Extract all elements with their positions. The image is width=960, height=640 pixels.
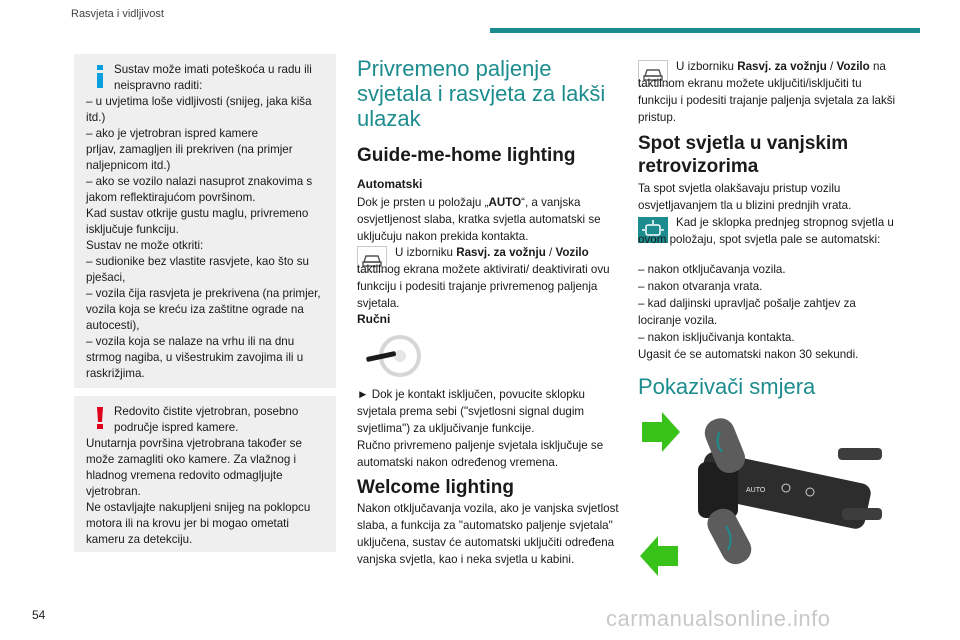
page-number: 54 [32,608,46,622]
welcome-lighting-title: Welcome lighting [357,477,514,498]
section-title-temporary-lighting: Privremeno paljenje svjetala i rasvjeta za lakši ulazak [357,56,606,131]
welcome-paragraph: Nakon otključavanja vozila, ako je vanjska svjetlost slaba, a funkcija za "automatsko paljenje svjetala" uključena, sustav će automatski uključiti određena vanjska svjetla, kao i neka svjetla u kabini. [357,502,619,566]
menu-paragraph-1: U izborniku Rasvj. za vožnju / Vozilo taktilnog ekrana možete aktivirati/ deaktivirati ovu funkciju i podesiti trajanje privremenog paljenja svjetala. [357,246,610,310]
spot-intro: Ta spot svjetla olakšavaju pristup vozilu osvjetljavanjem tla u blizini prednjih vrata. [638,182,852,212]
indicator-stalk-illustration [638,408,900,580]
guide-me-home-title: Guide-me-home lighting [357,145,576,166]
turn-down-arrow-icon [640,536,678,576]
watermark: carmanualsonline.info [606,606,831,631]
indicators-title: Pokazivači smjera [638,374,816,399]
warning-notice [74,396,336,552]
info-notice-intro: Sustav može imati poteškoća u radu ili neispravno raditi: [114,63,312,92]
header-accent-bar [490,28,920,33]
info-notice-body: – u uvjetima loše vidljivosti (snijeg, jaka kiša itd.) – ako je vjetrobran ispred kamere prljav, zamagljen ili prekriven (na primjer naljepnicom itd.) – ako se vozilo nalazi nasuprot znakovima s jakom reflektirajućom površinom. Kad sustav otkrije gustu maglu, privremeno isključuje funkciju. Sustav ne može otkriti: – sudionike bez vlastite rasvjete, kao što su pješaci, – vozila čija rasvjeta je prekrivena (na primjer, vozila koja se kreću iza zaštitne ograde na autocesti), – vozila koja se nalaze na vrhu ili na dnu strmog nagiba, u višestrukim zavojima ili u raskrižjima. [86,95,321,380]
stalk-auto-label: AUTO [746,487,766,494]
steering-wheel-icon [364,334,422,378]
turn-up-arrow-icon [642,412,680,452]
manual-paragraph: ► Dok je kontakt isključen, povucite sklopku svjetala prema sebi ("svjetlosni signal dugim svjetlima") za uključivanje funkcije. Ručno privremeno paljenje svjetala isključuje se automatski nakon određenog vremena. [357,388,604,469]
spot-list: – nakon otključavanja vozila. – nakon otvaranja vrata. – kad daljinski upravljač pošalje zahtjev za lociranje vozila. – nakon isključivanja kontakta. Ugasit će se automatski nakon 30 sekundi. [638,263,859,361]
warning-icon [91,406,109,430]
warning-notice-body: Unutarnja površina vjetrobrana također se može zamagliti oko kamere. Za vlažnog i hladnog vremena redovito odmagljujte vjetrobran. Ne ostavljajte nakupljeni snijeg na poklopcu motora ili na krovu jer bi mogao ometati kameru za detekciju. [86,437,311,546]
menu-paragraph-2: U izborniku Rasvj. za vožnju / Vozilo na taktilnom ekranu možete uključiti/isključiti tu funkciju i podesiti trajanje paljenja svjetala za lakši pristup. [638,60,896,124]
auto-paragraph: Dok je prsten u položaju „AUTO“, a vanjska osvjetljenost slaba, kratka svjetla automatski se uključuju nakon prekida kontakta. [357,196,601,243]
spot-switch-text: Kad je sklopka prednjeg stropnog svjetla u ovom položaju, spot svjetla pale se automatski: [638,216,894,246]
auto-heading: Automatski [357,177,423,191]
warning-notice-intro: Redovito čistite vjetrobran, posebno područje ispred kamere. [114,405,299,434]
info-notice [74,54,336,388]
manual-heading: Ručni [357,312,391,326]
info-icon [91,64,109,88]
spot-lights-title: Spot svjetla u vanjskim retrovizorima [638,133,849,177]
page-header: Rasvjeta i vidljivost [71,8,164,20]
